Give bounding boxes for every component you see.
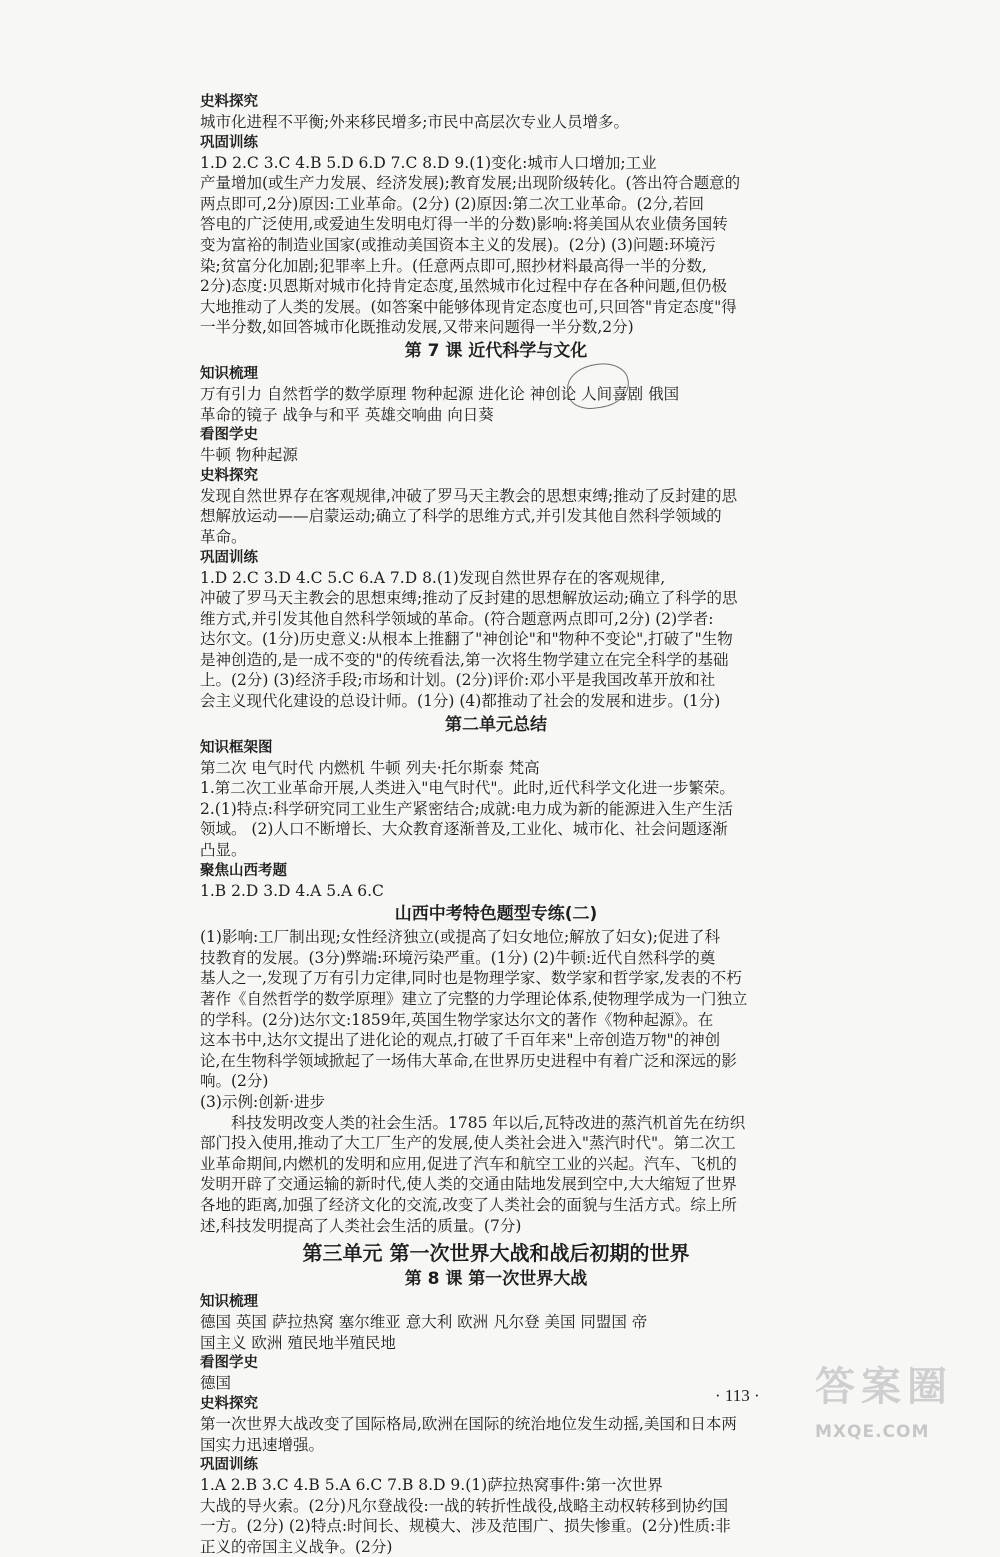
text-line: 大地推动了人类的发展。(如答案中能够体现肯定态度也可,只回答"肯定态度"得 <box>200 297 737 316</box>
text-line: 德国 英国 萨拉热窝 塞尔维亚 意大利 欧洲 凡尔登 美国 同盟国 帝 <box>200 1313 648 1332</box>
watermark-logo <box>815 1360 995 1470</box>
text-line: 达尔文。(1分)历史意义:从根本上推翻了"神创论"和"物种不变论",打破了"生物 <box>200 630 733 649</box>
lesson-7-title: 第 7 课 近代科学与文化 <box>404 340 588 361</box>
text-line: (1)影响:工厂制出现;女性经济独立(或提高了妇女地位;解放了妇女);促进了科 <box>200 928 720 947</box>
sources-answers <box>200 1414 792 1455</box>
text-line: 的学科。(2分)达尔文:1859年,英国生物学家达尔文的著作《物种起源》。在 <box>200 1010 714 1029</box>
text-line: 上。(2分) (3)经济手段;市场和计划。(2分)评价:邓小平是我国改革开放和社 <box>200 671 716 690</box>
text-line: 想解放运动——启蒙运动;确立了科学的思维方式,并引发其他自然科学领域的 <box>200 507 722 526</box>
text-line: 凸显。 <box>200 841 247 860</box>
text-line: 部门投入使用,推动了大工厂生产的发展,使人类社会进入"蒸汽时代"。第二次工 <box>200 1134 736 1153</box>
text-line: 一半分数,如回答城市化既推动发展,又带来问题得一半分数,2分) <box>200 318 634 337</box>
practice-answers <box>200 1475 792 1557</box>
practice-answers <box>200 153 792 338</box>
text-line: 万有引力 自然哲学的数学原理 物种起源 进化论 神创论 人间喜剧 俄国 <box>200 384 680 403</box>
practice-heading: 巩固训练 <box>200 134 258 151</box>
text-line: 2.(1)特点:科学研究同工业生产紧密结合;成就:电力成为新的能源进入生产生活 <box>200 799 733 818</box>
exam-answers: 1.B 2.D 3.D 4.A 5.A 6.C <box>200 881 384 900</box>
text-line: (3)示例:创新·进步 <box>200 1092 326 1111</box>
watermark-text: 答案圈 <box>815 1364 953 1410</box>
text-line: 业革命期间,内燃机的发明和应用,促进了汽车和航空工业的兴起。汽车、飞机的 <box>200 1154 737 1173</box>
answer-page <box>200 92 792 1557</box>
text-line: 各地的距离,加强了经济文化的交流,改变了人类社会的面貌与生活方式。综上所 <box>200 1195 737 1214</box>
text-line: 产量增加(或生产力发展、经济发展);教育发展;出现阶级转化。(答出符合题意的 <box>200 174 741 193</box>
text-line: 1.A 2.B 3.C 4.B 5.A 6.C 7.B 8.D 9.(1)萨拉热窝事件:第一次世界 <box>200 1476 663 1495</box>
text-line: 1.D 2.C 3.C 4.B 5.D 6.D 7.C 8.D 9.(1)变化:城市人口增加;工业 <box>200 153 657 172</box>
text-line: 技教育的发展。(3分)弊端:环境污染严重。(1分) (2)牛顿:近代自然科学的奠 <box>200 948 716 967</box>
knowledge-answers <box>200 384 792 425</box>
text-line: 大战的导火索。(2分)凡尔登战役:一战的转折性战役,战略主动权转移到协约国 <box>200 1496 729 1515</box>
pictures-answers: 德国 <box>200 1374 232 1393</box>
text-line: 著作《自然哲学的数学原理》建立了完整的力学理论体系,使物理学成为一门独立 <box>200 990 748 1008</box>
unit-2-summary-title: 第二单元总结 <box>445 714 547 735</box>
exam-heading: 聚焦山西考题 <box>200 862 287 879</box>
text-line: 染;贫富分化加剧;犯罪率上升。(任意两点即可,照抄材料最高得一半的分数, <box>200 256 707 275</box>
text-line: 会主义现代化建设的总设计师。(1分) (4)都推动了社会的发展和进步。(1分) <box>200 692 721 711</box>
sources-answers <box>200 486 792 548</box>
practice-heading: 巩固训练 <box>200 1457 258 1474</box>
essay-answer <box>200 1113 792 1237</box>
text-line: 两点即可,2分)原因:工业革命。(2分) (2)原因:第二次工业革命。(2分,若回 <box>200 194 704 213</box>
pictures-heading: 看图学史 <box>200 1355 258 1372</box>
summary-points <box>200 778 792 860</box>
text-line: 变为富裕的制造业国家(或推动美国资本主义的发展)。(2分) (3)问题:环境污 <box>200 235 716 254</box>
text-line: 1.第二次工业革命开展,人类进入"电气时代"。此时,近代科学文化进一步繁荣。 <box>200 779 735 798</box>
knowledge-answers <box>200 1312 792 1353</box>
framework-answers: 第二次 电气时代 内燃机 牛顿 列夫·托尔斯泰 梵高 <box>200 758 540 777</box>
page-number: · 113 · <box>715 1386 760 1405</box>
text-line: 正义的帝国主义战争。(2分) <box>200 1537 393 1556</box>
text-line: 第一次世界大战改变了国际格局,欧洲在国际的统治地位发生动摇,美国和日本两 <box>200 1414 737 1433</box>
text-line: 发明开辟了交通运输的新时代,使人类的交通由陆地发展到空中,大大缩短了世界 <box>200 1175 737 1194</box>
knowledge-heading: 知识梳理 <box>200 1294 258 1311</box>
text-line: 答电的广泛使用,或爱迪生发明电灯得一半的分数)影响:将美国从农业债务国转 <box>200 215 728 234</box>
text-line: 1.D 2.C 3.D 4.C 5.C 6.A 7.D 8.(1)发现自然世界存在的客观规律, <box>200 568 666 587</box>
text-line: 革命。 <box>200 527 247 546</box>
sources-heading: 史料探究 <box>200 467 258 484</box>
pictures-answers: 牛顿 物种起源 <box>200 446 298 465</box>
sources-text: 城市化进程不平衡;外来移民增多;市民中高层次专业人员增多。 <box>200 113 629 131</box>
sources-heading: 史料探究 <box>200 1395 258 1412</box>
text-line: 国实力迅速增强。 <box>200 1435 325 1454</box>
sources-heading: 史料探究 <box>200 94 258 110</box>
watermark-url: MXQE.COM <box>815 1422 930 1442</box>
text-line: 论,在生物科学领域掀起了一场伟大革命,在世界历史进程中有着广泛和深远的影 <box>200 1051 737 1070</box>
text-line: 基人之一,发现了万有引力定律,同时也是物理学家、数学家和哲学家,发表的不朽 <box>200 969 742 988</box>
framework-heading: 知识框架图 <box>200 739 273 756</box>
text-line: 是神创造的,是一成不变的"的传统看法,第一次将生物学建立在完全科学的基础 <box>200 650 729 669</box>
text-line: 2分)态度:贝恩斯对城市化持肯定态度,虽然城市化过程中存在各种问题,但仍极 <box>200 277 727 296</box>
text-line: 响。(2分) <box>200 1072 269 1091</box>
text-line: 革命的镜子 战争与和平 英雄交响曲 向日葵 <box>200 405 494 424</box>
knowledge-heading: 知识梳理 <box>200 365 258 382</box>
text-line: 发现自然世界存在客观规律,冲破了罗马天主教会的思想束缚;推动了反封建的思 <box>200 486 738 505</box>
special-training-answers <box>200 927 792 1112</box>
practice-answers <box>200 568 792 712</box>
text-line: 一方。(2分) (2)特点:时间长、规模大、涉及范围广、损失惨重。(2分)性质:非 <box>200 1517 731 1536</box>
text-line: 科技发明改变人类的社会生活。1785 年以后,瓦特改进的蒸汽机首先在纺织 <box>231 1113 746 1132</box>
unit-3-title: 第三单元 第一次世界大战和战后初期的世界 <box>302 1241 690 1266</box>
lesson-8-title: 第 8 课 第一次世界大战 <box>404 1269 588 1290</box>
special-training-title: 山西中考特色题型专练(二) <box>394 904 598 925</box>
text-line: 国主义 欧洲 殖民地半殖民地 <box>200 1333 396 1352</box>
text-line: 这本书中,达尔文提出了进化论的观点,打破了千百年来"上帝创造万物"的神创 <box>200 1031 721 1050</box>
text-line: 领域。 (2)人口不断增长、大众教育逐渐普及,工业化、城市化、社会问题逐渐 <box>200 820 728 839</box>
practice-heading: 巩固训练 <box>200 549 258 566</box>
pictures-heading: 看图学史 <box>200 427 258 444</box>
text-line: 冲破了罗马天主教会的思想束缚;推动了反封建的思想解放运动;确立了科学的思 <box>200 589 738 608</box>
text-line: 述,科技发明提高了人类社会生活的质量。(7分) <box>200 1216 522 1235</box>
text-line: 维方式,并引发其他自然科学领域的革命。(符合题意两点即可,2分) (2)学者: <box>200 609 714 628</box>
